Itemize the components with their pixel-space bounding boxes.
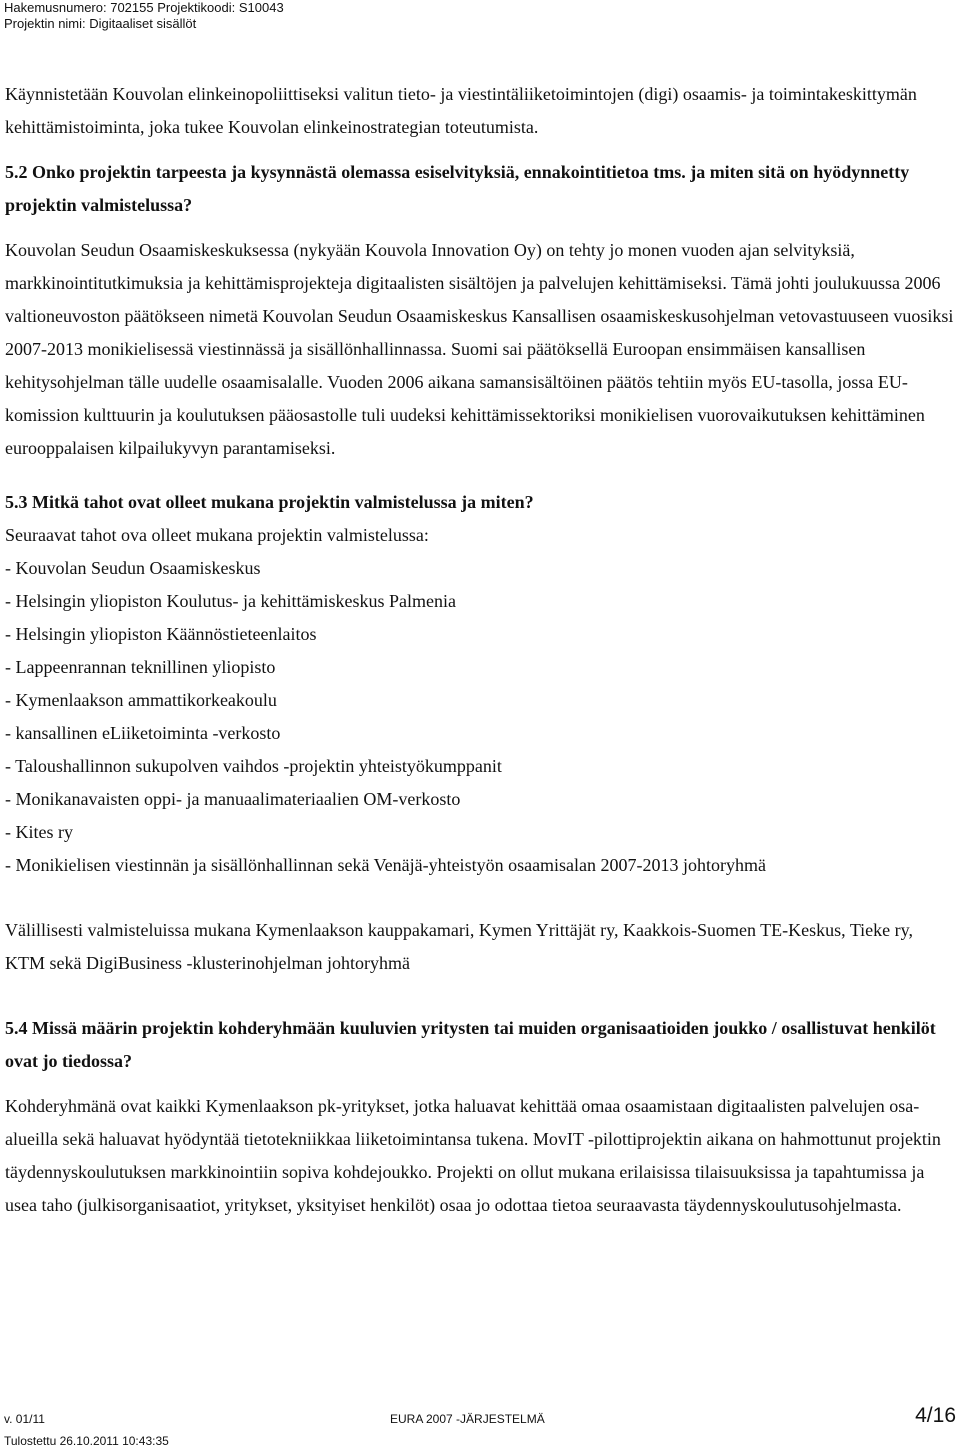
section-5-2-body: Kouvolan Seudun Osaamiskeskuksessa (nykyään Kouvola Innovation Oy) on tehty jo monen vuoden ajan selvityksiä, markkinointitutkimuksia ja kehittämisprojekteja digitaalisten sisältöjen ja palvelujen kehittämiseksi. Tämä johti joulukuussa 2006 valtioneuvoston päätökseen nimetä Kouvolan Seudun Osaamiskeskus Kansallisen osaamiskeskusohjelman vetovastuuseen vuosiksi 2007-2013 monikielisessä viestinnässä ja sisällönhallinnassa. Suomi sai päätöksellä Euroopan ensimmäisen kansallisen kehitysohjelman tälle uudelle osaamisalalle. Vuoden 2006 aikana samansisältöinen päätös tehtiin myös EU-tasolla, jossa EU-komission kulttuurin ja koulutuksen pääosastolle tuli uudeksi kehittämissektoriksi monikielisen vuorovaikutuksen kehittäminen eurooppalaisen kilpailukyvyn parantamiseksi. bbox=[5, 240, 954, 458]
page-number: 4/16 bbox=[915, 1404, 956, 1427]
section-5-3-intro: Seuraavat tahot ova olleet mukana projektin valmistelussa: bbox=[5, 525, 429, 545]
participant-list bbox=[5, 552, 955, 882]
footer-system: EURA 2007 -JÄRJESTELMÄ bbox=[390, 1412, 545, 1426]
list-item: - Kites ry bbox=[5, 822, 73, 842]
section-5-4-body: Kohderyhmänä ovat kaikki Kymenlaakson pk-yritykset, jotka haluavat kehittää omaa osaamistaan digitaalisten palvelujen osa-alueilla sekä haluavat hyödyntää tietotekniikkaa liiketoimintansa tukena. MovIT -pilottiprojektin aikana on hahmottunut projektin täydennyskoulutuksen markkinointiin sopiva kohdejoukko. Projekti on ollut mukana erilaisissa tilaisuuksissa ja tapahtumissa ja usea taho (julkisorganisaatiot, yritykset, yksityiset henkilöt) osaa jo odottaa tietoa seuraavasta täydennyskoulutusohjelmasta. bbox=[5, 1096, 941, 1215]
project-name: Projektin nimi: Digitaaliset sisällöt bbox=[4, 16, 197, 31]
list-item: - Lappeenrannan teknillinen yliopisto bbox=[5, 657, 276, 677]
intro-paragraph: Käynnistetään Kouvolan elinkeinopoliittiseksi valitun tieto- ja viestintäliiketoimintojen (digi) osaamis- ja toimintakeskittymän kehittämistoiminta, joka tukee Kouvolan elinkeinostrategian toteutumista. bbox=[5, 84, 917, 137]
list-item: - Helsingin yliopiston Käännöstieteenlaitos bbox=[5, 624, 317, 644]
page-header bbox=[4, 0, 284, 32]
list-item: - Helsingin yliopiston Koulutus- ja kehittämiskeskus Palmenia bbox=[5, 591, 456, 611]
footer-version: v. 01/11 bbox=[4, 1412, 45, 1426]
list-item: - Kymenlaakson ammattikorkeakoulu bbox=[5, 690, 277, 710]
section-5-2-heading: 5.2 Onko projektin tarpeesta ja kysynnästä olemassa esiselvityksiä, ennakointitietoa tms. ja miten sitä on hyödynnetty projektin valmistelussa? bbox=[5, 162, 910, 215]
list-item: - Monikielisen viestinnän ja sisällönhallinnan sekä Venäjä-yhteistyön osaamisalan 2007-2013 johtoryhmä bbox=[5, 855, 767, 875]
application-number: Hakemusnumero: 702155 Projektikoodi: S10043 bbox=[4, 0, 284, 15]
section-5-3-heading: 5.3 Mitkä tahot ovat olleet mukana projektin valmistelussa ja miten? bbox=[5, 492, 534, 512]
footer-printed: Tulostettu 26.10.2011 10:43:35 bbox=[4, 1434, 169, 1448]
document-body bbox=[5, 78, 955, 1222]
list-item: - kansallinen eLiiketoiminta -verkosto bbox=[5, 723, 281, 743]
section-5-4-heading: 5.4 Missä määrin projektin kohderyhmään kuuluvien yritysten tai muiden organisaatioiden joukko / osallistuvat henkilöt ovat jo tiedossa? bbox=[5, 1018, 936, 1071]
list-item: - Kouvolan Seudun Osaamiskeskus bbox=[5, 558, 261, 578]
section-5-3-indirect: Välillisesti valmisteluissa mukana Kymenlaakson kauppakamari, Kymen Yrittäjät ry, Kaakkois-Suomen TE-Keskus, Tieke ry, KTM sekä DigiBusiness -klusterinohjelman johtoryhmä bbox=[5, 920, 913, 973]
list-item: - Monikanavaisten oppi- ja manuaalimateriaalien OM-verkosto bbox=[5, 789, 461, 809]
page-footer bbox=[4, 1404, 956, 1448]
list-item: - Taloushallinnon sukupolven vaihdos -projektin yhteistyökumppanit bbox=[5, 756, 502, 776]
